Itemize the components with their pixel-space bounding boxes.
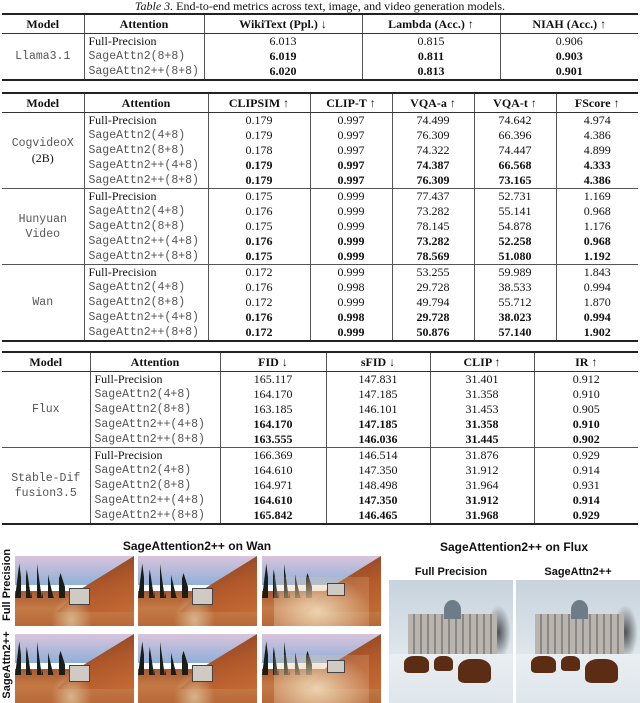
model-cell	[2, 372, 90, 448]
value-cell: 6.020	[204, 64, 362, 80]
value-cell: 0.175	[208, 249, 310, 265]
table-row	[2, 128, 638, 143]
header-niah: NIAH (Acc.) ↑	[500, 14, 638, 34]
model-name: Stable-Dif	[11, 471, 81, 485]
table-row	[2, 325, 638, 341]
header-model: Model	[2, 14, 84, 34]
wan-frame-full-3	[262, 556, 381, 626]
value-cell: 0.931	[534, 478, 638, 493]
model-name: Hunyuan	[18, 212, 67, 226]
attention-cell: Full-Precision	[90, 448, 220, 464]
value-cell: 38.533	[474, 280, 556, 295]
value-cell: 0.813	[362, 64, 500, 80]
table-row	[2, 143, 638, 158]
table-row	[2, 463, 638, 478]
table-row	[2, 508, 638, 524]
attention-cell: Full-Precision	[84, 113, 208, 129]
value-cell: 6.019	[204, 49, 362, 64]
value-cell: 0.179	[208, 128, 310, 143]
value-cell: 57.140	[474, 325, 556, 341]
value-cell: 31.401	[430, 372, 534, 388]
value-cell: 146.514	[326, 448, 430, 464]
value-cell: 164.971	[220, 478, 326, 493]
value-cell: 0.998	[310, 310, 392, 325]
value-cell: 74.447	[474, 143, 556, 158]
header-clip-t: CLIP-T ↑	[310, 93, 392, 113]
value-cell: 0.176	[208, 234, 310, 249]
model-subname: fusion3.5	[14, 486, 77, 500]
table-header-row	[2, 352, 638, 372]
value-cell: 0.999	[310, 204, 392, 219]
model-cell	[2, 448, 90, 525]
attention-cell: SageAttn2(8+8)	[84, 219, 208, 234]
value-cell: 0.179	[208, 173, 310, 189]
value-cell: 74.499	[392, 113, 474, 129]
value-cell: 73.165	[474, 173, 556, 189]
attention-cell: Full-Precision	[84, 265, 208, 281]
header-lambda: Lambda (Acc.) ↑	[362, 14, 500, 34]
table-row	[2, 417, 638, 432]
flux-figure-title: SageAttention2++ on Flux	[439, 540, 589, 554]
attention-cell: Full-Precision	[84, 34, 204, 50]
value-cell: 0.906	[500, 34, 638, 50]
header-ir: IR ↑	[534, 352, 638, 372]
wan-frame-sage-1	[15, 634, 134, 703]
value-cell: 0.994	[556, 280, 638, 295]
attention-cell: SageAttn2(8+8)	[84, 295, 208, 310]
value-cell: 0.999	[310, 295, 392, 310]
model-name: Flux	[31, 403, 60, 416]
value-cell: 4.333	[556, 158, 638, 173]
value-cell: 1.870	[556, 295, 638, 310]
value-cell: 165.117	[220, 372, 326, 388]
model-name: Wan	[32, 296, 54, 309]
header-attention: Attention	[84, 14, 204, 34]
table-row	[2, 64, 638, 80]
attention-cell: SageAttn2++(8+8)	[84, 325, 208, 341]
value-cell: 0.999	[310, 249, 392, 265]
table-row	[2, 493, 638, 508]
flux-image-sage	[516, 580, 640, 703]
value-cell: 52.258	[474, 234, 556, 249]
value-cell: 74.322	[392, 143, 474, 158]
attention-cell: SageAttn2(4+8)	[90, 387, 220, 402]
value-cell: 0.179	[208, 158, 310, 173]
value-cell: 0.997	[310, 128, 392, 143]
table-row	[2, 478, 638, 493]
value-cell: 73.282	[392, 234, 474, 249]
value-cell: 0.902	[534, 432, 638, 448]
flux-col-label-full: Full Precision	[414, 566, 488, 578]
value-cell: 0.997	[310, 173, 392, 189]
value-cell: 0.175	[208, 189, 310, 205]
header-attention: Attention	[84, 93, 208, 113]
value-cell: 6.013	[204, 34, 362, 50]
table-row	[2, 173, 638, 189]
value-cell: 163.185	[220, 402, 326, 417]
attention-cell: SageAttn2++(8+8)	[84, 64, 204, 80]
value-cell: 0.997	[310, 158, 392, 173]
table-row	[2, 234, 638, 249]
table-row	[2, 310, 638, 325]
value-cell: 0.910	[534, 417, 638, 432]
table-row	[2, 189, 638, 205]
header-fid: FID ↓	[220, 352, 326, 372]
value-cell: 147.831	[326, 372, 430, 388]
attention-cell: SageAttn2(4+8)	[90, 463, 220, 478]
value-cell: 0.914	[534, 493, 638, 508]
value-cell: 49.794	[392, 295, 474, 310]
value-cell: 31.876	[430, 448, 534, 464]
table-row	[2, 402, 638, 417]
value-cell: 0.811	[362, 49, 500, 64]
value-cell: 54.878	[474, 219, 556, 234]
value-cell: 0.929	[534, 448, 638, 464]
caption-label: Table 3.	[134, 0, 174, 13]
value-cell: 51.080	[474, 249, 556, 265]
value-cell: 31.445	[430, 432, 534, 448]
model-subname: Video	[25, 227, 60, 241]
value-cell: 31.912	[430, 493, 534, 508]
table-header-row	[2, 14, 638, 34]
table-row	[2, 448, 638, 464]
attention-cell: SageAttn2(4+8)	[84, 204, 208, 219]
attention-cell: SageAttn2(8+8)	[84, 49, 204, 64]
value-cell: 31.968	[430, 508, 534, 524]
value-cell: 0.994	[556, 310, 638, 325]
value-cell: 0.910	[534, 387, 638, 402]
header-fscore: FScore ↑	[556, 93, 638, 113]
wan-figure-title: SageAttention2++ on Wan	[122, 539, 272, 553]
header-clip: CLIP ↑	[430, 352, 534, 372]
attention-cell: SageAttn2(4+8)	[84, 128, 208, 143]
wan-row-label-sage: SageAttn2++	[1, 631, 13, 699]
attention-cell: SageAttn2(8+8)	[84, 143, 208, 158]
value-cell: 166.369	[220, 448, 326, 464]
header-wikitext: WikiText (Ppl.) ↓	[204, 14, 362, 34]
value-cell: 1.176	[556, 219, 638, 234]
video-table-body	[2, 113, 638, 342]
attention-cell: SageAttn2++(8+8)	[84, 173, 208, 189]
table-caption	[0, 0, 640, 13]
attention-cell: SageAttn2++(8+8)	[90, 432, 220, 448]
attention-cell: SageAttn2++(4+8)	[84, 158, 208, 173]
value-cell: 50.876	[392, 325, 474, 341]
wan-frame-sage-2	[138, 634, 257, 703]
table-row	[2, 34, 638, 50]
table-row	[2, 372, 638, 388]
value-cell: 55.141	[474, 204, 556, 219]
value-cell: 164.170	[220, 417, 326, 432]
table-header-row	[2, 93, 638, 113]
value-cell: 66.396	[474, 128, 556, 143]
model-cell	[2, 113, 84, 189]
table-row	[2, 219, 638, 234]
table-row	[2, 387, 638, 402]
value-cell: 0.172	[208, 325, 310, 341]
header-model: Model	[2, 93, 84, 113]
value-cell: 38.023	[474, 310, 556, 325]
value-cell: 147.350	[326, 493, 430, 508]
value-cell: 0.914	[534, 463, 638, 478]
value-cell: 1.843	[556, 265, 638, 281]
attention-cell: SageAttn2(8+8)	[90, 478, 220, 493]
value-cell: 29.728	[392, 310, 474, 325]
attention-cell: SageAttn2++(4+8)	[90, 417, 220, 432]
value-cell: 52.731	[474, 189, 556, 205]
attention-cell: SageAttn2++(4+8)	[84, 234, 208, 249]
value-cell: 76.309	[392, 173, 474, 189]
value-cell: 74.387	[392, 158, 474, 173]
attention-cell: SageAttn2(8+8)	[90, 402, 220, 417]
attention-cell: Full-Precision	[90, 372, 220, 388]
value-cell: 146.101	[326, 402, 430, 417]
video-model-table	[2, 92, 638, 342]
attention-cell: SageAttn2(4+8)	[84, 280, 208, 295]
header-attention: Attention	[90, 352, 220, 372]
value-cell: 0.176	[208, 204, 310, 219]
attention-cell: SageAttn2++(8+8)	[90, 508, 220, 524]
table-row	[2, 158, 638, 173]
value-cell: 31.358	[430, 417, 534, 432]
image-model-table	[2, 351, 638, 525]
attention-cell: SageAttn2++(4+8)	[90, 493, 220, 508]
value-cell: 4.899	[556, 143, 638, 158]
header-model: Model	[2, 352, 90, 372]
model-cell	[2, 265, 84, 342]
value-cell: 0.999	[310, 325, 392, 341]
table-row	[2, 204, 638, 219]
flux-image-full	[389, 580, 513, 703]
value-cell: 4.386	[556, 128, 638, 143]
value-cell: 147.350	[326, 463, 430, 478]
value-cell: 0.903	[500, 49, 638, 64]
wan-row-label-full: Full Precision	[1, 548, 13, 621]
header-clipsim: CLIPSIM ↑	[208, 93, 310, 113]
value-cell: 0.968	[556, 204, 638, 219]
value-cell: 0.999	[310, 265, 392, 281]
header-vqa-t: VQA-t ↑	[474, 93, 556, 113]
table-row	[2, 49, 638, 64]
wan-frame-full-2	[138, 556, 257, 626]
value-cell: 0.178	[208, 143, 310, 158]
flux-col-label-sage: SageAttn2++	[544, 566, 612, 578]
value-cell: 0.999	[310, 234, 392, 249]
value-cell: 0.901	[500, 64, 638, 80]
value-cell: 0.179	[208, 113, 310, 129]
table-row	[2, 113, 638, 129]
value-cell: 164.170	[220, 387, 326, 402]
value-cell: 0.905	[534, 402, 638, 417]
value-cell: 1.192	[556, 249, 638, 265]
value-cell: 31.453	[430, 402, 534, 417]
header-vqa-a: VQA-a ↑	[392, 93, 474, 113]
attention-cell: SageAttn2++(8+8)	[84, 249, 208, 265]
value-cell: 0.997	[310, 113, 392, 129]
attention-cell: Full-Precision	[84, 189, 208, 205]
value-cell: 31.358	[430, 387, 534, 402]
value-cell: 0.912	[534, 372, 638, 388]
value-cell: 29.728	[392, 280, 474, 295]
value-cell: 163.555	[220, 432, 326, 448]
value-cell: 74.642	[474, 113, 556, 129]
value-cell: 31.912	[430, 463, 534, 478]
value-cell: 0.175	[208, 219, 310, 234]
value-cell: 0.997	[310, 143, 392, 158]
value-cell: 165.842	[220, 508, 326, 524]
value-cell: 0.176	[208, 280, 310, 295]
value-cell: 147.185	[326, 417, 430, 432]
value-cell: 78.569	[392, 249, 474, 265]
wan-frame-full-1	[15, 556, 134, 626]
value-cell: 0.929	[534, 508, 638, 524]
table-row	[2, 265, 638, 281]
value-cell: 76.309	[392, 128, 474, 143]
model-subname: (2B)	[31, 150, 54, 165]
value-cell: 59.989	[474, 265, 556, 281]
value-cell: 0.998	[310, 280, 392, 295]
table-row	[2, 295, 638, 310]
value-cell: 31.964	[430, 478, 534, 493]
value-cell: 0.968	[556, 234, 638, 249]
attention-cell: SageAttn2++(4+8)	[84, 310, 208, 325]
table-row	[2, 249, 638, 265]
model-cell	[2, 189, 84, 265]
model-name: CogvideoX	[11, 136, 74, 150]
header-sfid: sFID ↓	[326, 352, 430, 372]
value-cell: 55.712	[474, 295, 556, 310]
value-cell: 1.902	[556, 325, 638, 341]
wan-frame-sage-3	[262, 634, 381, 703]
value-cell: 164.610	[220, 493, 326, 508]
value-cell: 4.974	[556, 113, 638, 129]
value-cell: 0.815	[362, 34, 500, 50]
value-cell: 146.036	[326, 432, 430, 448]
value-cell: 0.999	[310, 219, 392, 234]
value-cell: 0.172	[208, 265, 310, 281]
text-model-table	[2, 13, 638, 81]
value-cell: 4.386	[556, 173, 638, 189]
value-cell: 146.465	[326, 508, 430, 524]
value-cell: 0.172	[208, 295, 310, 310]
value-cell: 78.145	[392, 219, 474, 234]
value-cell: 66.568	[474, 158, 556, 173]
table-row	[2, 432, 638, 448]
value-cell: 0.176	[208, 310, 310, 325]
model-cell: Llama3.1	[15, 50, 71, 63]
caption-text: End-to-end metrics across text, image, and video generation models.	[176, 0, 506, 13]
value-cell: 147.185	[326, 387, 430, 402]
value-cell: 53.255	[392, 265, 474, 281]
value-cell: 77.437	[392, 189, 474, 205]
image-table-body	[2, 372, 638, 525]
value-cell: 0.999	[310, 189, 392, 205]
table-row	[2, 280, 638, 295]
value-cell: 1.169	[556, 189, 638, 205]
value-cell: 148.498	[326, 478, 430, 493]
value-cell: 164.610	[220, 463, 326, 478]
value-cell: 73.282	[392, 204, 474, 219]
